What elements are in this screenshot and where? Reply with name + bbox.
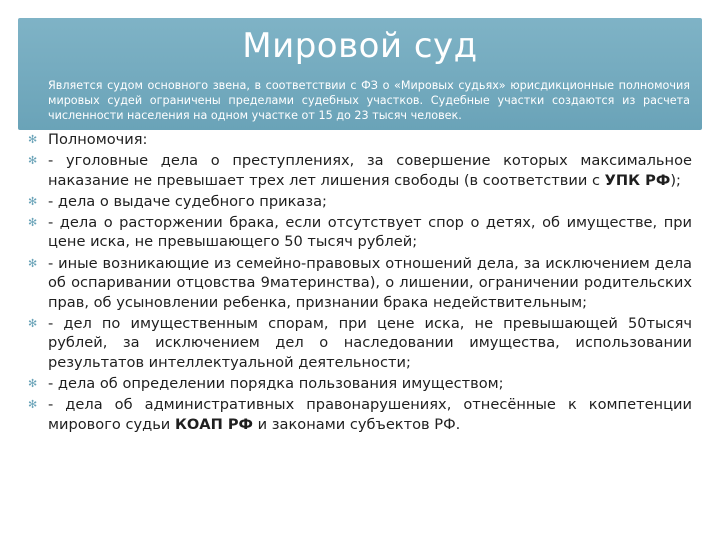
bullet-bold-text: УПК РФ <box>604 171 671 189</box>
bullet-item <box>28 314 692 373</box>
slide-title: Мировой суд <box>242 26 478 66</box>
bullet-tail-text: и законами субъектов РФ. <box>253 415 461 433</box>
asterisk-icon: ✻ <box>28 398 38 412</box>
asterisk-icon: ✻ <box>28 316 38 330</box>
bullet-text: - дела о выдаче судебного приказа; <box>48 192 327 210</box>
bullet-bold-text: КОАП РФ <box>174 415 254 433</box>
bullet-text: - дела об административных правонарушениях, отнесённые к компетенции мирового судьи <box>48 396 692 433</box>
intro-paragraph: Является судом основного звена, в соответствии с ФЗ о «Мировых судьях» юрисдикционные полномочия мировых судей ограничены пределами судебных участков. Судебные участки создаются из расчета численности населения на одном участке от 15 до 23 тысяч человек. <box>48 79 690 122</box>
bullet-tail-text: ); <box>670 171 681 189</box>
asterisk-icon: ✻ <box>28 194 38 208</box>
bullet-list <box>28 130 692 436</box>
bullet-text: - дела о расторжении брака, если отсутствует спор о детях, об имуществе, при цене иска, не превышающего 50 тысяч рублей; <box>48 213 692 251</box>
asterisk-icon: ✻ <box>28 154 38 168</box>
asterisk-icon: ✻ <box>28 377 38 391</box>
bullet-item <box>28 192 692 212</box>
bullet-item <box>28 130 692 150</box>
bullet-text: - дел по имущественным спорам, при цене иска, не превышающей 50тысяч рублей, за исключением дел о наследовании имущества, использовании результатов интеллектуальной деятельности; <box>48 314 692 372</box>
asterisk-icon: ✻ <box>28 215 38 229</box>
bullet-text: - иные возникающие из семейно-правовых отношений дела, за исключением дела об оспаривании отцовства 9материнства), о лишении, ограничении родительских прав, об усыновлении ребенка, признании брака недействительным; <box>48 254 692 311</box>
bullet-item <box>28 254 692 313</box>
asterisk-icon: ✻ <box>28 133 38 146</box>
bullet-item <box>28 374 692 394</box>
bullet-item <box>28 151 692 190</box>
asterisk-icon: ✻ <box>28 256 38 270</box>
bullet-item <box>28 395 692 434</box>
bullet-text: - уголовные дела о преступлениях, за совершение которых максимальное наказание не превышает трех лет лишения свободы (в соответствии с <box>48 152 692 189</box>
bullet-text: - дела об определении порядка пользования имуществом; <box>48 375 504 393</box>
bullet-item <box>28 213 692 252</box>
bullet-text: Полномочия: <box>48 131 148 148</box>
